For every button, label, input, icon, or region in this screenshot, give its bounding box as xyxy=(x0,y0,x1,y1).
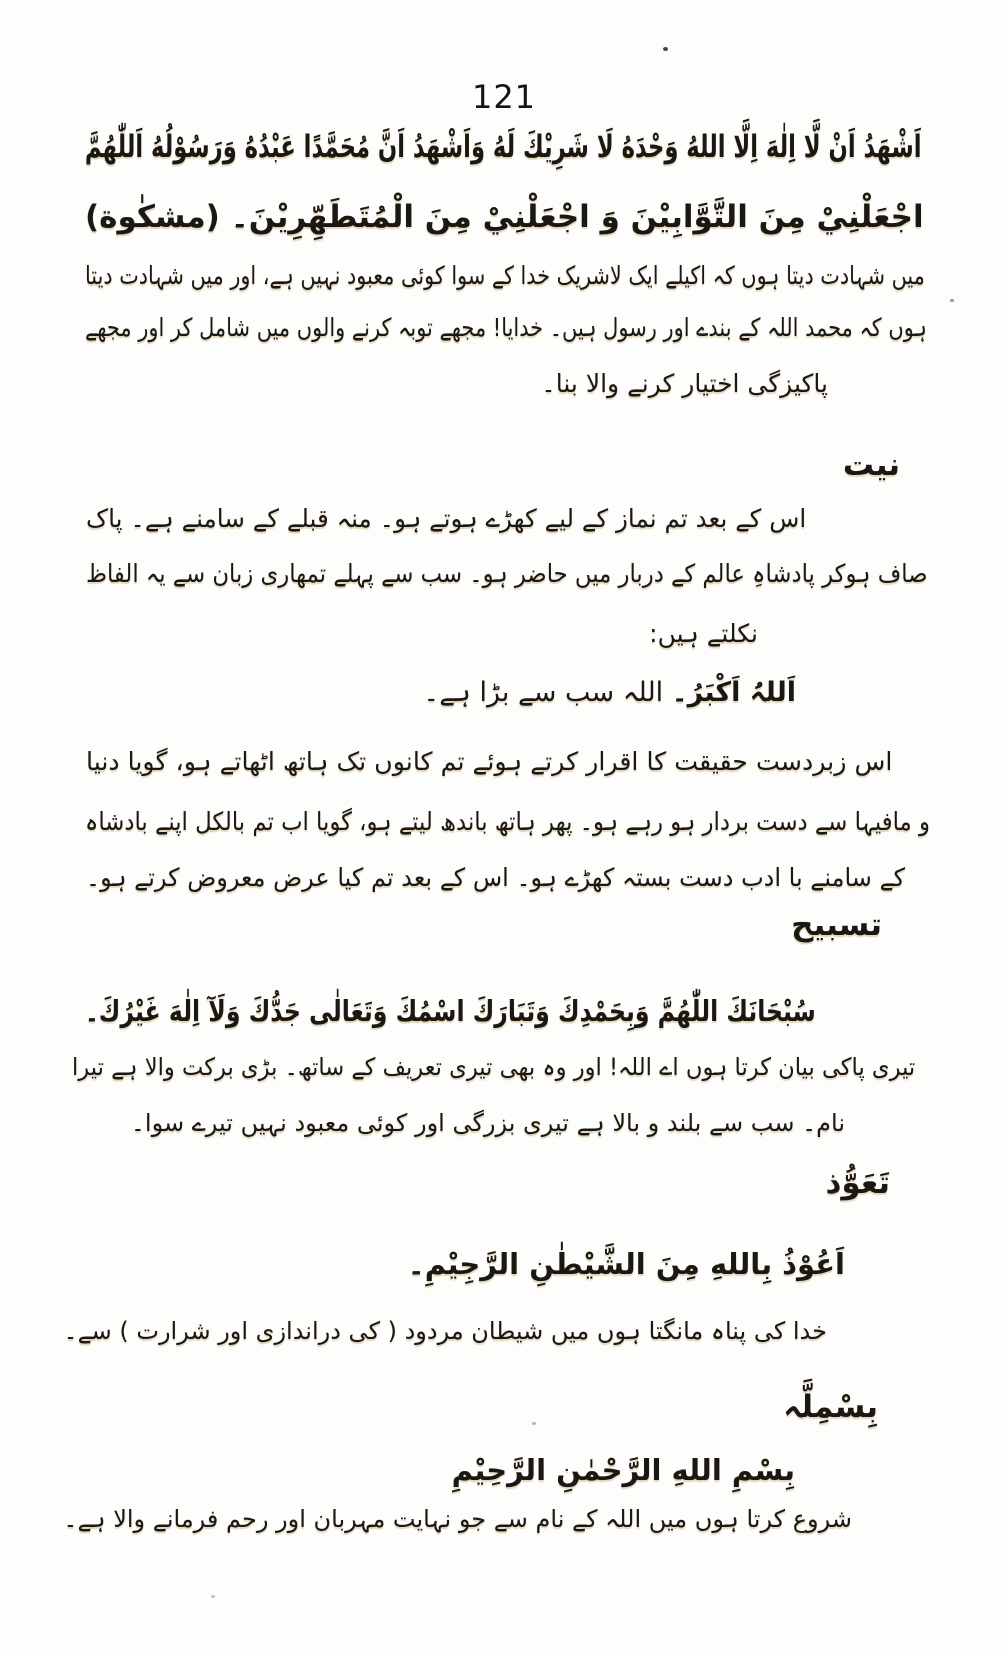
shahada-arabic-line-1-text: اَشْهَدُ اَنْ لَّا اِلٰهَ اِلَّا اللهُ وَحْدَهُ لَا شَرِيْكَ لَهُ وَاَشْهَدُ اَنَّ مُحَمَّدًا عَبْدُهُ وَرَسُوْلُهُ اَللّٰهُمَّ xyxy=(85,129,922,165)
shahada-translation-line-3: پاکیزگی اختیار کرنے والا بنا۔ xyxy=(541,369,828,398)
shahada-arabic-line-2: اجْعَلْنِيْ مِنَ التَّوَّابِيْنَ وَ اجْعَلْنِيْ مِنَ الْمُتَطَهِّرِيْنَ۔ (مشکٰوة) xyxy=(85,199,924,235)
takbir-arabic: اَللہُ اَکْبَرُ۔ xyxy=(671,677,796,708)
scan-speck xyxy=(950,299,954,302)
tasbeeh-arabic: سُبْحَانَكَ اللّٰهُمَّ وَبِحَمْدِكَ وَتَبَارَكَ اسْمُكَ وَتَعَالٰی جَدُّكَ وَلَآ اِلٰهَ غَيْرُكَ۔ xyxy=(85,994,816,1028)
tasbeeh-translation-line-2: نام۔ سب سے بلند و بالا ہے تیری بزرگی اور کوئی معبود نہیں تیرے سوا۔ xyxy=(130,1109,845,1137)
page-number: 121 xyxy=(471,78,537,116)
tasbeeh-translation-line-1: تیری پاکی بیان کرتا ہوں اے اللہ! اور وہ بھی تیری تعریف کے ساتھ۔ بڑی برکت والا ہے تیرا xyxy=(71,1053,915,1081)
takbir-para-line-3: کے سامنے با ادب دست بستہ کھڑے ہو۔ اس کے بعد تم کیا عرض معروض کرتے ہو۔ xyxy=(85,863,905,892)
takbir-line xyxy=(423,676,796,710)
scan-speck xyxy=(211,1595,215,1598)
bismillah-translation: شروع کرتا ہوں میں اللہ کے نام سے جو نہایت مہربان اور رحم فرمانے والا ہے۔ xyxy=(63,1505,852,1533)
shahada-translation-line-2: ہوں کہ محمد اللہ کے بندے اور رسول ہیں۔ خدایا! مجھے توبہ کرنے والوں میں شامل کر اور مجھے xyxy=(85,313,927,342)
takbir-para-line-2: و مافیہا سے دست بردار ہو رہے ہو۔ پھر ہاتھ باندھ لیتے ہو، گویا اب تم بالکل اپنے بادشاہ xyxy=(85,807,930,836)
shahada-arabic-line-1 xyxy=(85,128,922,167)
section-heading-taawwuz: تَعَوُّذ xyxy=(825,1165,890,1201)
bismillah-arabic: بِسْمِ اللهِ الرَّحْمٰنِ الرَّحِيْمِ xyxy=(451,1453,795,1487)
scan-speck xyxy=(532,1422,536,1425)
niyyat-para-line-3: نکلتے ہیں: xyxy=(649,619,758,648)
takbir-urdu: اللہ سب سے بڑا ہے۔ xyxy=(423,677,672,708)
taawwuz-translation: خدا کی پناہ مانگتا ہوں میں شیطان مردود ( کی دراندازی اور شرارت ) سے۔ xyxy=(63,1317,827,1345)
niyyat-para-line-1: اس کے بعد تم نماز کے لیے کھڑے ہوتے ہو۔ منہ قبلے کے سامنے ہے۔ پاک xyxy=(85,504,806,533)
section-heading-tasbeeh: تسبیح xyxy=(791,907,882,943)
shahada-translation-line-1: میں شہادت دیتا ہوں کہ اکیلے ایک لاشریک خدا کے سوا کوئی معبود نہیں ہے، اور میں شہادت دیتا xyxy=(85,261,925,290)
section-heading-bismillah: بِسْمِلَّہ xyxy=(783,1389,878,1425)
section-heading-niyyat: نیت xyxy=(842,447,900,483)
scan-speck xyxy=(663,47,668,51)
takbir-para-line-1: اس زبردست حقیقت کا اقرار کرتے ہوئے تم کانوں تک ہاتھ اٹھاتے ہو، گویا دنیا xyxy=(85,747,892,776)
niyyat-para-line-2: صاف ہوکر پادشاہِ عالم کے دربار میں حاضر ہو۔ سب سے پہلے تمھاری زبان سے یہ الفاظ xyxy=(86,559,928,588)
taawwuz-arabic: اَعُوْذُ بِاللهِ مِنَ الشَّيْطٰنِ الرَّجِيْمِ۔ xyxy=(407,1247,845,1281)
